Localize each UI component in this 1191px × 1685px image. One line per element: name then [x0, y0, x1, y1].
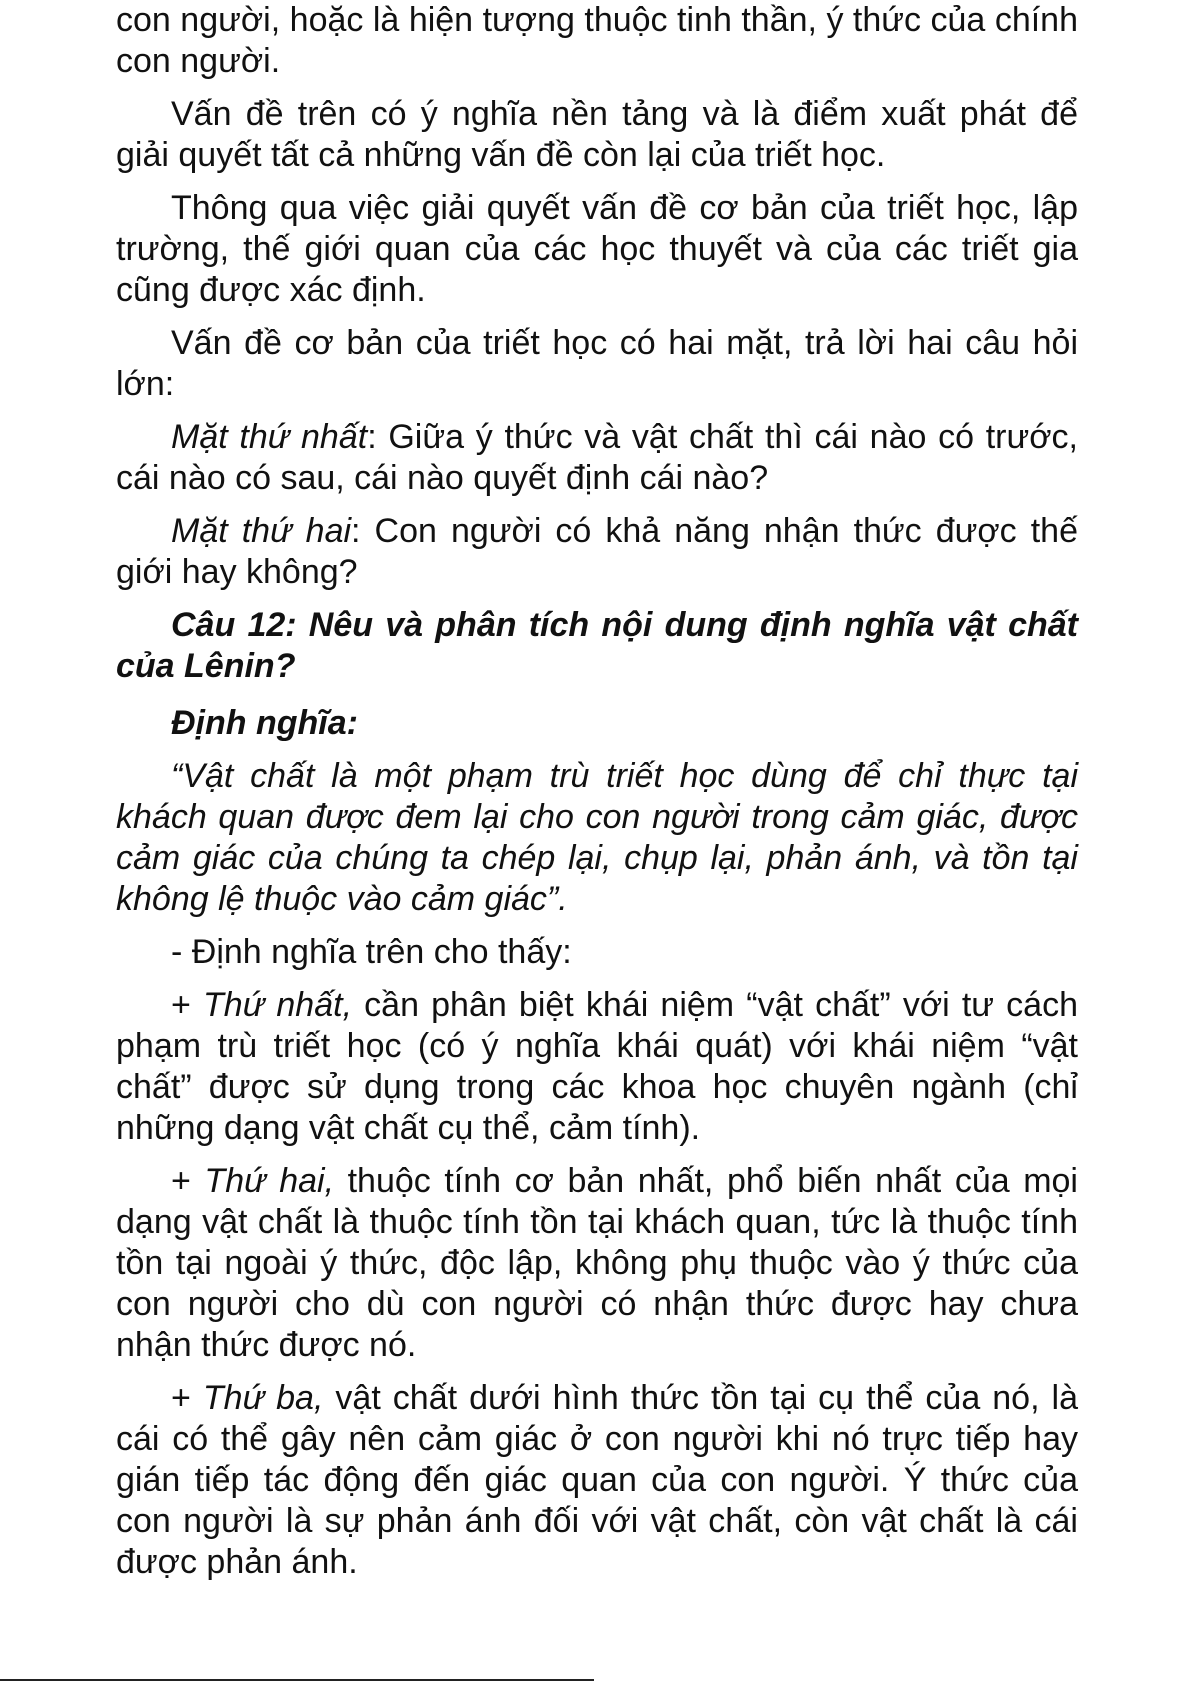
point-first-prefix: + — [171, 986, 204, 1024]
paragraph-point-first — [116, 985, 1078, 1149]
paragraph-worldview: Thông qua việc giải quyết vấn đề cơ bản của triết học, lập trường, thế giới quan của các học thuyết và của các triết gia cũng được xác định. — [116, 189, 1078, 309]
second-side-label: Mặt thứ hai — [171, 512, 352, 550]
definition-subheading: Định nghĩa: — [171, 704, 358, 742]
definition-quote: “Vật chất là một phạm trù triết học dùng để chỉ thực tại khách quan được đem lại cho con người trong cảm giác, được cảm giác của chúng ta chép lại, chụp lại, phản ánh, và tồn tại không lệ thuộc vào cảm giác”. — [116, 757, 1078, 918]
paragraph-first-side — [116, 417, 1078, 499]
first-side-label: Mặt thứ nhất — [171, 418, 368, 456]
point-second-prefix: + — [171, 1162, 205, 1200]
paragraph-definition-shows: - Định nghĩa trên cho thấy: — [171, 933, 572, 971]
footer-rule — [0, 1679, 594, 1681]
point-third-label: Thứ ba, — [202, 1379, 324, 1417]
point-first-label: Thứ nhất, — [203, 986, 353, 1024]
paragraph-foundation: Vấn đề trên có ý nghĩa nền tảng và là điểm xuất phát để giải quyết tất cả những vấn đề còn lại của triết học. — [116, 95, 1078, 174]
point-third-text: vật chất dưới hình thức tồn tại cụ thể của nó, là cái có thể gây nên cảm giác ở con người khi nó trực tiếp hay gián tiếp tác động đến giác quan của con người. Ý thức của con người là sự phản ánh đối với vật chất, còn vật chất là cái được phản ánh. — [116, 1379, 1078, 1581]
question-heading: Câu 12: Nêu và phân tích nội dung định nghĩa vật chất của Lênin? — [116, 606, 1078, 685]
paragraph-point-third — [116, 1378, 1078, 1583]
paragraph-point-second — [116, 1161, 1078, 1366]
paragraph-two-sides: Vấn đề cơ bản của triết học có hai mặt, trả lời hai câu hỏi lớn: — [116, 324, 1078, 403]
point-second-text: thuộc tính cơ bản nhất, phổ biến nhất của mọi dạng vật chất là thuộc tính tồn tại khách quan, tức là thuộc tính tồn tại ngoài ý thức, độc lập, không phụ thuộc vào ý thức của con người cho dù con người có nhận thức được hay chưa nhận thức được nó. — [116, 1162, 1078, 1364]
paragraph-second-side — [116, 511, 1078, 593]
point-third-prefix: + — [171, 1379, 203, 1417]
paragraph-continuation: con người, hoặc là hiện tượng thuộc tinh thần, ý thức của chính con người. — [116, 1, 1078, 80]
document-page — [116, 0, 1078, 1595]
second-side-text: : Con người có khả năng nhận thức được thế giới hay không? — [116, 512, 1078, 591]
point-second-label: Thứ hai, — [204, 1162, 335, 1200]
first-side-text: : Giữa ý thức và vật chất thì cái nào có trước, cái nào có sau, cái nào quyết định cái nào? — [116, 418, 1078, 497]
point-first-text: cần phân biệt khái niệm “vật chất” với tư cách phạm trù triết học (có ý nghĩa khái quát) với khái niệm “vật chất” được sử dụng trong các khoa học chuyên ngành (chỉ những dạng vật chất cụ thể, cảm tính). — [116, 986, 1078, 1147]
